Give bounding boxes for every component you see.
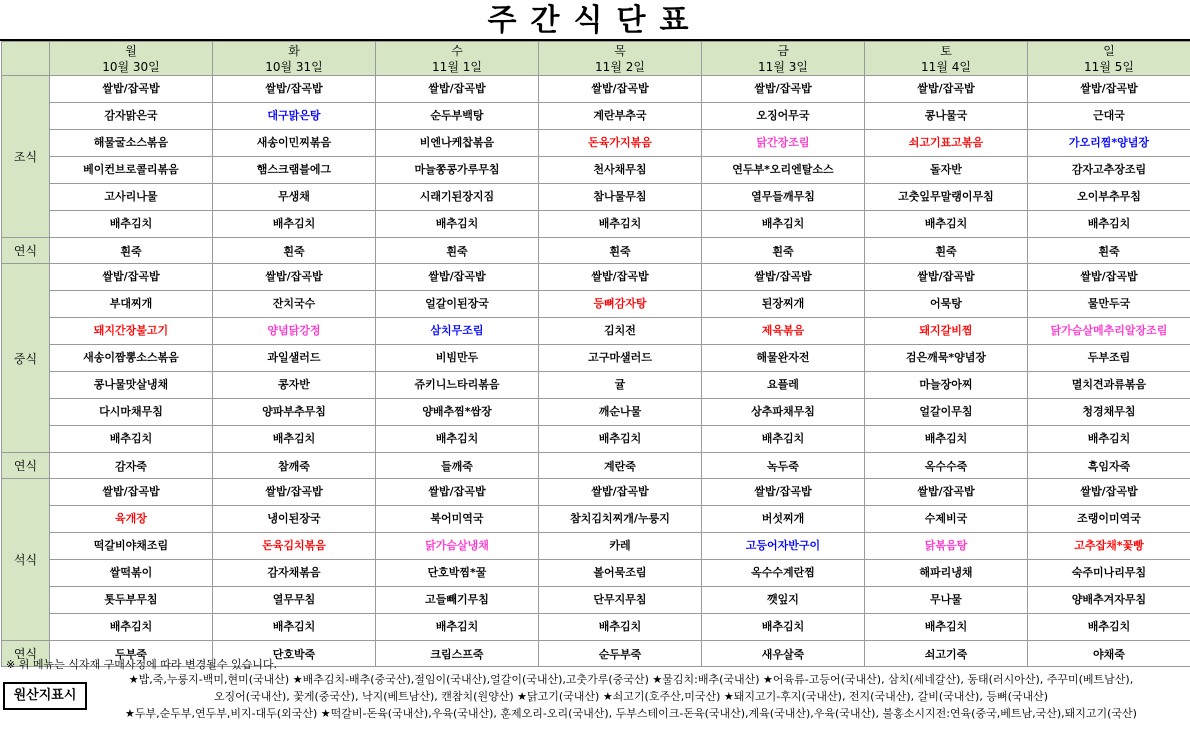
dish-cell: 두부조림 bbox=[1028, 345, 1190, 372]
menu-row bbox=[2, 426, 1190, 453]
meal-label: 연식 bbox=[2, 238, 50, 264]
dish-cell: 닭볶음탕 bbox=[865, 533, 1028, 560]
snack-cell: 야채죽 bbox=[1028, 641, 1190, 667]
dish-cell: 콩나물국 bbox=[865, 103, 1028, 130]
dish-cell: 배추김치 bbox=[50, 211, 213, 238]
dish-cell: 쌀떡볶이 bbox=[50, 560, 213, 587]
dish-cell: 물만두국 bbox=[1028, 291, 1190, 318]
dish-cell: 쌀밥/잡곡밥 bbox=[213, 479, 376, 506]
dish-cell: 해물완자전 bbox=[702, 345, 865, 372]
snack-cell: 녹두죽 bbox=[702, 453, 865, 479]
dish-cell: 볼어묵조림 bbox=[539, 560, 702, 587]
dish-cell: 톳두부무침 bbox=[50, 587, 213, 614]
weekly-menu-table bbox=[1, 41, 1190, 667]
origin-line: ★밥,죽,누룽지-백미,현미(국내산) ★배추김치-배추(중국산),절임이(국내산),얼갈이(국내산),고춧가루(중국산) ★물김치:배추(국내산) ★어육류-고등어(국내산), 삼치(세네갈산), 동태(러시아산), 주꾸미(베트남산), bbox=[128, 673, 1134, 686]
dish-cell: 쌀밥/잡곡밥 bbox=[539, 479, 702, 506]
dish-cell: 햄스크램블에그 bbox=[213, 157, 376, 184]
dish-cell: 대구맑은탕 bbox=[213, 103, 376, 130]
dish-cell: 참나물무침 bbox=[539, 184, 702, 211]
dish-cell: 감자고추장조림 bbox=[1028, 157, 1190, 184]
dish-cell: 마늘장아찌 bbox=[865, 372, 1028, 399]
dish-cell: 배추김치 bbox=[213, 211, 376, 238]
snack-cell: 감자죽 bbox=[50, 453, 213, 479]
dish-cell: 배추김치 bbox=[702, 614, 865, 641]
dish-cell: 참치김치찌개/누룽지 bbox=[539, 506, 702, 533]
day-header bbox=[376, 42, 539, 76]
menu-row bbox=[2, 157, 1190, 184]
dish-cell: 돈육가지볶음 bbox=[539, 130, 702, 157]
day-header bbox=[702, 42, 865, 76]
dish-cell: 비엔나케찹볶음 bbox=[376, 130, 539, 157]
menu-change-note: ※ 위 메뉴는 식자재 구매사정에 따라 변경될수 있습니다. bbox=[6, 658, 277, 671]
snack-cell: 쇠고기죽 bbox=[865, 641, 1028, 667]
dish-cell: 배추김치 bbox=[539, 426, 702, 453]
dish-cell: 옥수수계란찜 bbox=[702, 560, 865, 587]
menu-row bbox=[2, 533, 1190, 560]
snack-cell: 계란죽 bbox=[539, 453, 702, 479]
dish-cell: 양파부추무침 bbox=[213, 399, 376, 426]
day-date: 11월 3일 bbox=[758, 59, 808, 74]
dish-cell: 검은깨묵*양념장 bbox=[865, 345, 1028, 372]
header-corner bbox=[2, 42, 50, 76]
dish-cell: 떡갈비야채조림 bbox=[50, 533, 213, 560]
menu-row bbox=[2, 76, 1190, 103]
snack-cell: 흰죽 bbox=[1028, 238, 1190, 264]
dish-cell: 쌀밥/잡곡밥 bbox=[539, 76, 702, 103]
dish-cell: 멸치견과류볶음 bbox=[1028, 372, 1190, 399]
snack-cell: 흰죽 bbox=[539, 238, 702, 264]
dish-cell: 해물굴소스볶음 bbox=[50, 130, 213, 157]
origin-line: 오징어(국내산), 꽃게(중국산), 낙지(베트남산), 캔참치(원양산) ★닭고기(국내산) ★쇠고기(호주산,미국산) ★돼지고기-후지(국내산), 전지(국내산), 갈비(국내산), 등뼈(국내산) bbox=[213, 690, 1049, 703]
dish-cell: 쌀밥/잡곡밥 bbox=[539, 264, 702, 291]
dish-cell: 등뼈감자탕 bbox=[539, 291, 702, 318]
day-header bbox=[50, 42, 213, 76]
dish-cell: 버섯찌개 bbox=[702, 506, 865, 533]
day-name: 일 bbox=[1103, 43, 1115, 58]
dish-cell: 배추김치 bbox=[213, 614, 376, 641]
dish-cell: 양배추찜*쌈장 bbox=[376, 399, 539, 426]
day-name: 금 bbox=[777, 43, 789, 58]
dish-cell: 쌀밥/잡곡밥 bbox=[213, 76, 376, 103]
menu-row bbox=[2, 264, 1190, 291]
day-date: 11월 4일 bbox=[921, 59, 971, 74]
day-name: 목 bbox=[614, 43, 626, 58]
menu-row bbox=[2, 211, 1190, 238]
dish-cell: 쌀밥/잡곡밥 bbox=[865, 264, 1028, 291]
dish-cell: 고들빼기무침 bbox=[376, 587, 539, 614]
snack-cell: 순두부죽 bbox=[539, 641, 702, 667]
dish-cell: 쌀밥/잡곡밥 bbox=[376, 479, 539, 506]
dish-cell: 잔치국수 bbox=[213, 291, 376, 318]
dish-cell: 쌀밥/잡곡밥 bbox=[50, 264, 213, 291]
dish-cell: 얼갈이무침 bbox=[865, 399, 1028, 426]
day-header bbox=[213, 42, 376, 76]
snack-cell: 단호박죽 bbox=[213, 641, 376, 667]
menu-row bbox=[2, 184, 1190, 211]
dish-cell: 천사채무침 bbox=[539, 157, 702, 184]
snack-cell: 두부죽 bbox=[50, 641, 213, 667]
dish-cell: 쌀밥/잡곡밥 bbox=[702, 264, 865, 291]
meal-label: 석식 bbox=[2, 479, 50, 641]
dish-cell: 고춧잎무말랭이무침 bbox=[865, 184, 1028, 211]
menu-row bbox=[2, 399, 1190, 426]
menu-row bbox=[2, 560, 1190, 587]
dish-cell: 쌀밥/잡곡밥 bbox=[865, 479, 1028, 506]
day-header bbox=[865, 42, 1028, 76]
origin-info bbox=[76, 671, 1186, 722]
dish-cell: 제육볶음 bbox=[702, 318, 865, 345]
dish-cell: 요플레 bbox=[702, 372, 865, 399]
snack-cell: 옥수수죽 bbox=[865, 453, 1028, 479]
dish-cell: 계란부추국 bbox=[539, 103, 702, 130]
dish-cell: 무나물 bbox=[865, 587, 1028, 614]
dish-cell: 쌀밥/잡곡밥 bbox=[1028, 479, 1190, 506]
dish-cell: 연두부*오리엔탈소스 bbox=[702, 157, 865, 184]
dish-cell: 쌀밥/잡곡밥 bbox=[702, 76, 865, 103]
dish-cell: 쌀밥/잡곡밥 bbox=[702, 479, 865, 506]
origin-line: ★두부,순두부,연두부,비지-대두(외국산) ★떡갈비-돈육(국내산),우육(국내산), 훈제오리-오리(국내산), 두부스테이크-돈육(국내산),계육(국내산),우육(국내산), 불홍소시지전:연육(중국,베트남,국산),돼지고기(국산) bbox=[125, 707, 1137, 720]
dish-cell: 닭가슴살냉채 bbox=[376, 533, 539, 560]
dish-cell: 배추김치 bbox=[865, 426, 1028, 453]
dish-cell: 베이컨브로콜리볶음 bbox=[50, 157, 213, 184]
dish-cell: 육개장 bbox=[50, 506, 213, 533]
snack-cell: 들깨죽 bbox=[376, 453, 539, 479]
dish-cell: 콩자반 bbox=[213, 372, 376, 399]
menu-row bbox=[2, 130, 1190, 157]
dish-cell: 근대국 bbox=[1028, 103, 1190, 130]
dish-cell: 다시마채무침 bbox=[50, 399, 213, 426]
dish-cell: 고추잡채*꽃빵 bbox=[1028, 533, 1190, 560]
snack-cell: 새우살죽 bbox=[702, 641, 865, 667]
day-name: 토 bbox=[940, 43, 952, 58]
snack-row bbox=[2, 238, 1190, 264]
dish-cell: 배추김치 bbox=[50, 426, 213, 453]
day-name: 수 bbox=[451, 43, 463, 58]
dish-cell: 수제비국 bbox=[865, 506, 1028, 533]
dish-cell: 숙주미나리무침 bbox=[1028, 560, 1190, 587]
menu-row bbox=[2, 506, 1190, 533]
dish-cell: 새송이민찌볶음 bbox=[213, 130, 376, 157]
snack-cell: 흰죽 bbox=[213, 238, 376, 264]
menu-row bbox=[2, 479, 1190, 506]
snack-cell: 흰죽 bbox=[865, 238, 1028, 264]
dish-cell: 쌀밥/잡곡밥 bbox=[213, 264, 376, 291]
dish-cell: 해파리냉채 bbox=[865, 560, 1028, 587]
dish-cell: 돈육김치볶음 bbox=[213, 533, 376, 560]
day-date: 11월 2일 bbox=[595, 59, 645, 74]
dish-cell: 깨순나물 bbox=[539, 399, 702, 426]
dish-cell: 고등어자반구이 bbox=[702, 533, 865, 560]
dish-cell: 배추김치 bbox=[702, 426, 865, 453]
snack-cell: 흰죽 bbox=[376, 238, 539, 264]
dish-cell: 조랭이미역국 bbox=[1028, 506, 1190, 533]
menu-row bbox=[2, 103, 1190, 130]
dish-cell: 카레 bbox=[539, 533, 702, 560]
menu-row bbox=[2, 318, 1190, 345]
dish-cell: 배추김치 bbox=[865, 211, 1028, 238]
dish-cell: 쌀밥/잡곡밥 bbox=[376, 264, 539, 291]
dish-cell: 북어미역국 bbox=[376, 506, 539, 533]
dish-cell: 쌀밥/잡곡밥 bbox=[1028, 264, 1190, 291]
snack-cell: 흰죽 bbox=[50, 238, 213, 264]
snack-cell: 흑임자죽 bbox=[1028, 453, 1190, 479]
dish-cell: 가오리찜*양념장 bbox=[1028, 130, 1190, 157]
origin-label: 원산지표시 bbox=[3, 682, 87, 710]
dish-cell: 양배추겨자무침 bbox=[1028, 587, 1190, 614]
dish-cell: 배추김치 bbox=[1028, 614, 1190, 641]
dish-cell: 쌀밥/잡곡밥 bbox=[376, 76, 539, 103]
dish-cell: 닭간장조림 bbox=[702, 130, 865, 157]
dish-cell: 감자채볶음 bbox=[213, 560, 376, 587]
dish-cell: 상추파채무침 bbox=[702, 399, 865, 426]
meal-label: 연식 bbox=[2, 641, 50, 667]
dish-cell: 열무들깨무침 bbox=[702, 184, 865, 211]
dish-cell: 무생채 bbox=[213, 184, 376, 211]
dish-cell: 고사리나물 bbox=[50, 184, 213, 211]
menu-row bbox=[2, 372, 1190, 399]
dish-cell: 귤 bbox=[539, 372, 702, 399]
dish-cell: 비빔만두 bbox=[376, 345, 539, 372]
dish-cell: 열무무침 bbox=[213, 587, 376, 614]
dish-cell: 배추김치 bbox=[702, 211, 865, 238]
dish-cell: 양념닭강정 bbox=[213, 318, 376, 345]
dish-cell: 감자맑은국 bbox=[50, 103, 213, 130]
dish-cell: 과일샐러드 bbox=[213, 345, 376, 372]
meal-label: 조식 bbox=[2, 76, 50, 238]
dish-cell: 배추김치 bbox=[865, 614, 1028, 641]
snack-cell: 참깨죽 bbox=[213, 453, 376, 479]
menu-row bbox=[2, 587, 1190, 614]
dish-cell: 깻잎지 bbox=[702, 587, 865, 614]
dish-cell: 쌀밥/잡곡밥 bbox=[865, 76, 1028, 103]
dish-cell: 김치전 bbox=[539, 318, 702, 345]
snack-cell: 크림스프죽 bbox=[376, 641, 539, 667]
day-date: 11월 5일 bbox=[1084, 59, 1134, 74]
dish-cell: 오징어무국 bbox=[702, 103, 865, 130]
dish-cell: 돌자반 bbox=[865, 157, 1028, 184]
day-name: 화 bbox=[288, 43, 300, 58]
dish-cell: 청경채무침 bbox=[1028, 399, 1190, 426]
day-name: 월 bbox=[125, 43, 137, 58]
dish-cell: 얼갈이된장국 bbox=[376, 291, 539, 318]
dish-cell: 단무지무침 bbox=[539, 587, 702, 614]
menu-row bbox=[2, 291, 1190, 318]
dish-cell: 배추김치 bbox=[376, 211, 539, 238]
dish-cell: 순두부백탕 bbox=[376, 103, 539, 130]
dish-cell: 단호박찜*꿀 bbox=[376, 560, 539, 587]
dish-cell: 배추김치 bbox=[376, 614, 539, 641]
dish-cell: 삼치무조림 bbox=[376, 318, 539, 345]
dish-cell: 닭가슴살메추리알장조림 bbox=[1028, 318, 1190, 345]
dish-cell: 배추김치 bbox=[376, 426, 539, 453]
dish-cell: 쌀밥/잡곡밥 bbox=[50, 479, 213, 506]
dish-cell: 콩나물맛살냉채 bbox=[50, 372, 213, 399]
snack-row bbox=[2, 453, 1190, 479]
dish-cell: 어묵탕 bbox=[865, 291, 1028, 318]
dish-cell: 시래기된장지짐 bbox=[376, 184, 539, 211]
dish-cell: 배추김치 bbox=[1028, 426, 1190, 453]
dish-cell: 냉이된장국 bbox=[213, 506, 376, 533]
dish-cell: 된장찌개 bbox=[702, 291, 865, 318]
dish-cell: 배추김치 bbox=[539, 211, 702, 238]
dish-cell: 돼지갈비찜 bbox=[865, 318, 1028, 345]
page-title: 주간식단표 bbox=[0, 0, 1190, 41]
day-date: 10월 30일 bbox=[102, 59, 160, 74]
dish-cell: 오이부추무침 bbox=[1028, 184, 1190, 211]
day-header-row bbox=[2, 42, 1190, 76]
dish-cell: 배추김치 bbox=[539, 614, 702, 641]
dish-cell: 고구마샐러드 bbox=[539, 345, 702, 372]
dish-cell: 새송이짬뽕소스볶음 bbox=[50, 345, 213, 372]
dish-cell: 배추김치 bbox=[213, 426, 376, 453]
dish-cell: 배추김치 bbox=[50, 614, 213, 641]
day-date: 11월 1일 bbox=[432, 59, 482, 74]
dish-cell: 배추김치 bbox=[1028, 211, 1190, 238]
day-header bbox=[539, 42, 702, 76]
menu-row bbox=[2, 614, 1190, 641]
dish-cell: 부대찌개 bbox=[50, 291, 213, 318]
dish-cell: 쌀밥/잡곡밥 bbox=[1028, 76, 1190, 103]
dish-cell: 돼지간장불고기 bbox=[50, 318, 213, 345]
dish-cell: 마늘쫑콩가루무침 bbox=[376, 157, 539, 184]
menu-row bbox=[2, 345, 1190, 372]
day-header bbox=[1028, 42, 1190, 76]
dish-cell: 쥬키니느타리볶음 bbox=[376, 372, 539, 399]
dish-cell: 쌀밥/잡곡밥 bbox=[50, 76, 213, 103]
dish-cell: 쇠고기표고볶음 bbox=[865, 130, 1028, 157]
meal-label: 연식 bbox=[2, 453, 50, 479]
snack-cell: 흰죽 bbox=[702, 238, 865, 264]
meal-label: 중식 bbox=[2, 264, 50, 453]
day-date: 10월 31일 bbox=[265, 59, 323, 74]
